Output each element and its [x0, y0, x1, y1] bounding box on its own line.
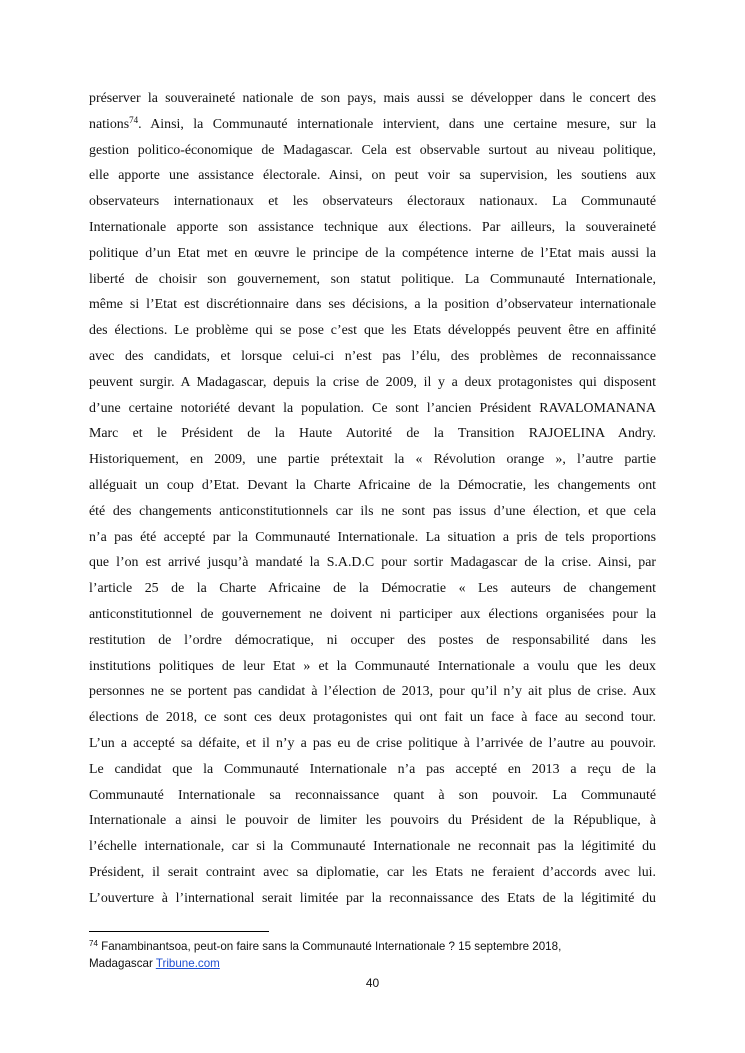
body-line: Marc et le Président de la Haute Autorité de la Transition RAJOELINA Andry.	[89, 426, 656, 442]
body-line: d’une certaine notoriété devant la population. Ce sont l’ancien Président RAVALOMANANA	[89, 400, 656, 416]
body-line: restitution de l’ordre démocratique, ni occuper des postes de responsabilité dans les	[89, 632, 656, 648]
body-line: Le candidat que la Communauté Internationale n’a pas accepté en 2013 a reçu de la	[89, 761, 656, 777]
footnote-separator	[89, 931, 269, 932]
body-line: politique d’un Etat met en œuvre le principe de la compétence interne de l’Etat mais aussi la	[89, 245, 656, 261]
body-line: Internationale a ainsi le pouvoir de limiter les pouvoirs du Président de la République, à	[89, 813, 656, 829]
body-line: elle apporte une assistance électorale. Ainsi, on peut voir sa supervision, les soutiens aux	[89, 168, 656, 184]
page-number: 40	[365, 976, 380, 990]
body-line-text: nations	[89, 116, 130, 132]
body-line: peuvent surgir. A Madagascar, depuis la crise de 2009, il y a deux protagonistes qui disposent	[89, 374, 656, 390]
footnote-line-1	[89, 938, 656, 955]
footnote-text: Fanambinantsoa, peut-on faire sans la Communauté Internationale ? 15 septembre 2018,	[97, 940, 562, 953]
body-line: que l’on est arrivé jusqu’à mandaté la S.A.D.C pour sortir Madagascar de la crise. Ainsi, par	[89, 555, 656, 571]
body-line: l’échelle internationale, car si la Communauté Internationale ne reconnait pas la légitimité du	[89, 839, 656, 855]
footnote-link[interactable]: Tribune.com	[155, 957, 220, 970]
body-line: n’a pas été accepté par la Communauté Internationale. La situation a pris de tels proportions	[89, 529, 656, 545]
body-line: élections de 2018, ce sont ces deux protagonistes qui ont fait un face à face au second tour.	[89, 710, 656, 726]
body-line	[89, 112, 656, 138]
body-text	[89, 86, 656, 912]
body-line: institutions politiques de leur Etat » et la Communauté Internationale a voulu que les deux	[89, 658, 656, 674]
body-line-text: . Ainsi, la Communauté internationale intervient, dans une certaine mesure, sur la	[138, 116, 656, 132]
body-line: alléguait un coup d’Etat. Devant la Charte Africaine de la Démocratie, les changements ont	[89, 477, 656, 493]
body-line: Historiquement, en 2009, une partie prétextait la « Révolution orange », l’autre partie	[89, 452, 656, 468]
body-line: L’ouverture à l’international serait limitée par la reconnaissance des Etats de la légitimité du	[89, 890, 656, 906]
body-line: Internationale apporte son assistance technique aux élections. Par ailleurs, la souveraineté	[89, 219, 656, 235]
footnote-number: 74	[89, 939, 98, 948]
body-line: L’un a accepté sa défaite, et il n’y a pas eu de crise politique à l’arrivée de l’autre au pouvoir.	[89, 735, 656, 751]
body-line: liberté de choisir son gouvernement, son statut politique. La Communauté Internationale,	[89, 271, 656, 287]
body-line: gestion politico-économique de Madagascar. Cela est observable surtout au niveau politique,	[89, 142, 656, 158]
body-line: Président, il serait contraint avec sa diplomatie, car les Etats ne feraient d’accords avec lui.	[89, 864, 656, 880]
footnote-line-2	[89, 955, 656, 972]
body-line: même si l’Etat est discrétionnaire dans ses décisions, a la position d’observateur internationale	[89, 297, 656, 313]
body-line: personnes ne se portent pas candidat à l’élection de 2013, pour qu’il n’y ait plus de crise. Aux	[89, 684, 656, 700]
body-line: été des changements anticonstitutionnels car ils ne sont pas issus d’une élection, et que cela	[89, 503, 656, 519]
body-line: avec des candidats, et lorsque celui-ci n’est pas l’élu, des problèmes de reconnaissance	[89, 348, 656, 364]
body-line: des élections. Le problème qui se pose c’est que les Etats développés peuvent être en affinité	[89, 323, 656, 339]
body-line: l’article 25 de la Charte Africaine de la Démocratie « Les auteurs de changement	[89, 581, 656, 597]
footnote-reference[interactable]: 74	[129, 114, 139, 125]
footnote-source-prefix: Madagascar	[89, 957, 156, 970]
body-line: Communauté Internationale sa reconnaissance quant à son pouvoir. La Communauté	[89, 787, 656, 803]
body-line: anticonstitutionnel de gouvernement ne doivent ni participer aux élections organisées pour la	[89, 606, 656, 622]
body-line: observateurs internationaux et les observateurs électoraux nationaux. La Communauté	[89, 194, 656, 210]
footnote	[89, 938, 656, 972]
body-line: préserver la souveraineté nationale de son pays, mais aussi se développer dans le concert des	[89, 91, 656, 106]
